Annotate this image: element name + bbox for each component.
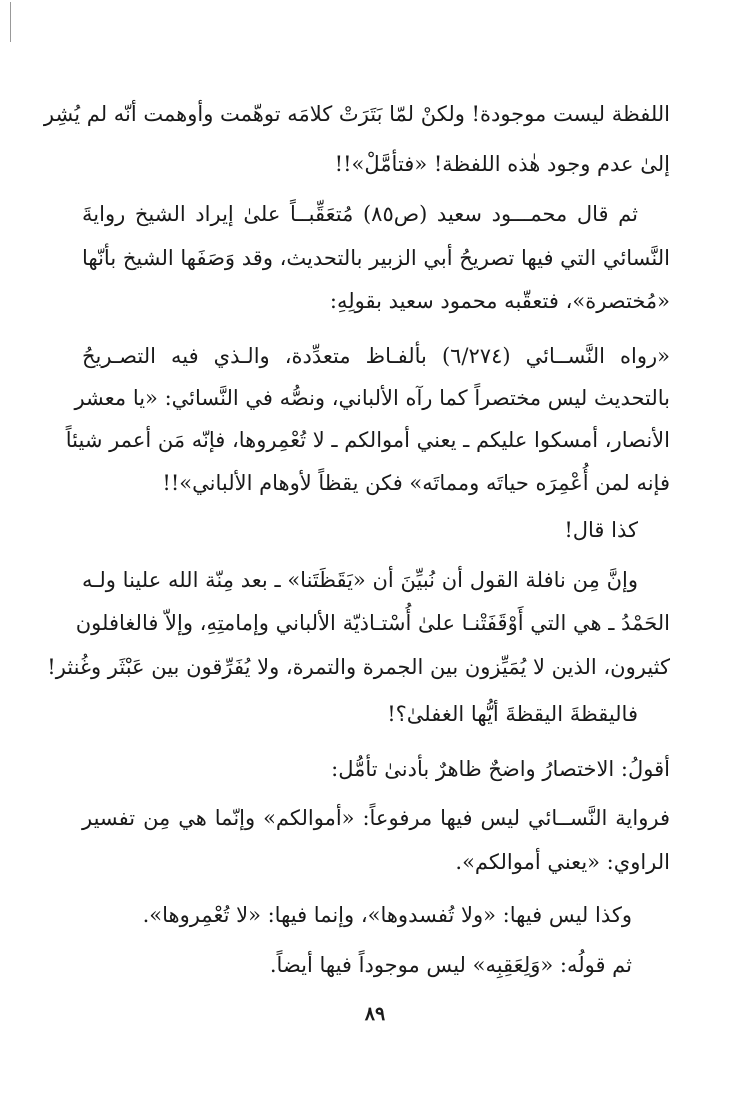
text-line: «رواه النَّســائي (٦/٢٧٤) بألفـاظ متعدِّدة، والـذي فيه التصـريحُ — [82, 344, 670, 368]
text-line: الأنصار، أمسكوا عليكم ـ يعني أموالكم ـ لا تُعْمِروها، فإنّه مَن أعمر شيئاً — [65, 428, 670, 452]
text-line: فإنه لمن أُعْمِرَه حياتَه ومماتَه» فكن يقظاً لأوهام الألباني»!! — [162, 471, 670, 495]
text-line: فاليقظةَ اليقظةَ أيُّها الغفلىٰ؟! — [387, 702, 638, 726]
text-line: اللفظة ليست موجودة! ولكنْ لمّا بَتَرَتْ كلامَه توهّمت وأوهمت أنّه لم يُشِر — [43, 102, 670, 126]
text-line: كثيرون، الذين لا يُمَيِّزون بين الجمرة والتمرة، ولا يُفَرِّقون بين عَبْثَر وغُنثر! — [47, 655, 670, 679]
text-line: ثم قولُه: «وَلِعَقِبِه» ليس موجوداً فيها أيضاً. — [269, 953, 632, 977]
text-line: كذا قال! — [564, 518, 638, 542]
text-line: وإنَّ مِن نافلة القول أن نُبيِّنَ أن «يَقَظَتَنا» ـ بعد مِنّة الله علينا ولـه — [82, 568, 638, 592]
text-line: إلىٰ عدم وجود هٰذه اللفظة! «فتأمَّلْ»!! — [334, 152, 670, 176]
text-line: ثم قال محمـــود سعيد (ص٨٥) مُتعَقِّبــاً علىٰ إيراد الشيخ روايةَ — [82, 202, 638, 226]
text-line: وكذا ليس فيها: «ولا تُفسدوها»، وإنما فيها: «لا تُعْمِروها». — [142, 903, 632, 927]
text-line: الحَمْدُ ـ هي التي أَوْقَفَتْنـا علىٰ أُسْتـاذيّة الألباني وإمامتِهِ، وإلاّ فالغافلون — [75, 611, 670, 635]
text-line: فرواية النَّســائي ليس فيها مرفوعاً: «أموالكم» وإنّما هي مِن تفسير — [82, 806, 670, 830]
margin-rule — [10, 2, 11, 42]
page-number: ٨٩ — [364, 1003, 386, 1025]
text-line: النَّسائي التي فيها تصريحُ أبي الزبير بالتحديث، وقد وَصَفَها الشيخ بأنّها — [82, 246, 670, 270]
text-line: بالتحديث ليس مختصراً كما رآه الألباني، ونصُّه في النَّسائي: «يا معشر — [74, 386, 670, 410]
text-line: الراوي: «يعني أموالكم». — [455, 850, 670, 874]
text-line: «مُختصرة»، فتعقّبه محمود سعيد بقولِهِ: — [329, 289, 670, 313]
text-line: أقولُ: الاختصارُ واضحٌ ظاهرٌ بأدنىٰ تأمُّل: — [331, 757, 670, 781]
